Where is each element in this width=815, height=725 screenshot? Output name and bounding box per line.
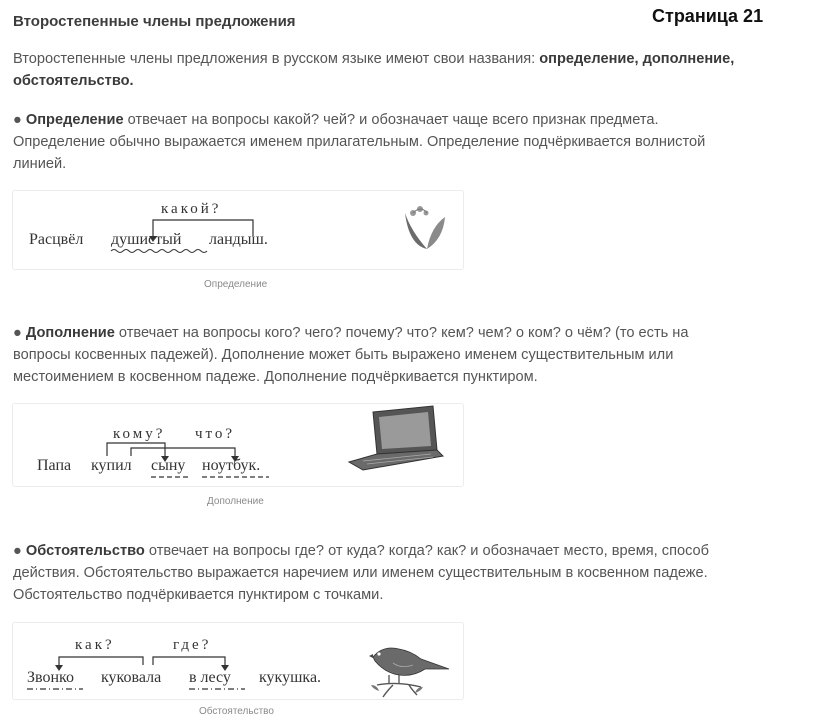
question-arrow-line-2 [131, 448, 235, 456]
definition-line-3: линией. [13, 156, 67, 172]
intro-bold-terms: определение, дополнение, обстоятельство. [13, 51, 735, 89]
question-arrow-line-2 [153, 657, 225, 665]
question-to-whom: кому? [113, 426, 166, 442]
word-4: ноутбук. [202, 457, 261, 474]
word-2: душистый [111, 231, 182, 248]
definition-paragraph [13, 109, 803, 175]
word-2: купил [91, 457, 132, 474]
adverbial-line-1: отвечает на вопросы где? от куда? когда? как? и обозначает место, время, способ [144, 543, 710, 559]
word-3: в лесу [189, 669, 231, 686]
intro-paragraph [13, 48, 803, 92]
adverbial-figure [12, 622, 464, 700]
page-number: Страница 21 [652, 6, 764, 26]
question-where: где? [173, 637, 212, 653]
adverbial-line-3: Обстоятельство подчёркивается пунктиром с точками. [13, 587, 384, 603]
adverbial-line-2: действия. Обстоятельство выражается наречием или именем существительным в косвенном падеже. [13, 565, 708, 581]
laptop-icon [349, 406, 443, 470]
definition-line-1: отвечает на вопросы какой? чей? и обозначает чаще всего признак предмета. [123, 112, 659, 128]
word-4: кукушка. [259, 669, 322, 686]
adverbial-term: Обстоятельство [25, 543, 145, 559]
object-term: Дополнение [25, 325, 115, 341]
question-arrow-line-1 [59, 657, 143, 665]
question-how: как? [75, 637, 115, 653]
cuckoo-bird-icon [369, 648, 449, 697]
word-3: сыну [151, 457, 186, 474]
page-title: Второстепенные члены предложения [13, 13, 296, 30]
definition-caption: Определение [204, 279, 268, 290]
definition-diagram [13, 191, 463, 269]
question-what: что? [195, 426, 236, 442]
object-line-2: вопросы косвенных падежей). Дополнение может быть выражено именем существительным или [13, 347, 674, 363]
object-figure [12, 403, 464, 487]
wavy-underline [111, 250, 207, 253]
question-what-kind: какой? [161, 201, 222, 217]
word-1: Звонко [27, 669, 74, 686]
bullet: ● [13, 543, 22, 559]
word-2: куковала [101, 669, 162, 686]
bullet: ● [13, 325, 22, 341]
definition-figure [12, 190, 464, 270]
question-arrow-line-1 [107, 443, 165, 456]
object-caption: Дополнение [207, 496, 264, 507]
word-1: Расцвёл [29, 231, 84, 248]
lily-of-the-valley-icon [405, 206, 445, 249]
object-diagram [13, 404, 463, 486]
object-line-3: местоимением в косвенном падеже. Дополнение подчёркивается пунктиром. [13, 369, 538, 385]
word-1: Папа [37, 457, 72, 474]
adverbial-caption: Обстоятельство [199, 706, 274, 717]
adverbial-diagram [13, 623, 463, 699]
adverbial-paragraph [13, 540, 803, 606]
definition-line-2: Определение обычно выражается именем прилагательным. Определение подчёркивается волнистой [13, 134, 706, 150]
bullet: ● [13, 112, 22, 128]
object-line-1: отвечает на вопросы кого? чего? почему? что? кем? чем? о ком? о чём? (то есть на [114, 325, 689, 341]
intro-text: Второстепенные члены предложения в русском языке имеют свои названия: [13, 51, 540, 67]
object-paragraph [13, 322, 803, 388]
definition-term: Определение [25, 112, 124, 128]
word-3: ландыш. [209, 231, 268, 248]
